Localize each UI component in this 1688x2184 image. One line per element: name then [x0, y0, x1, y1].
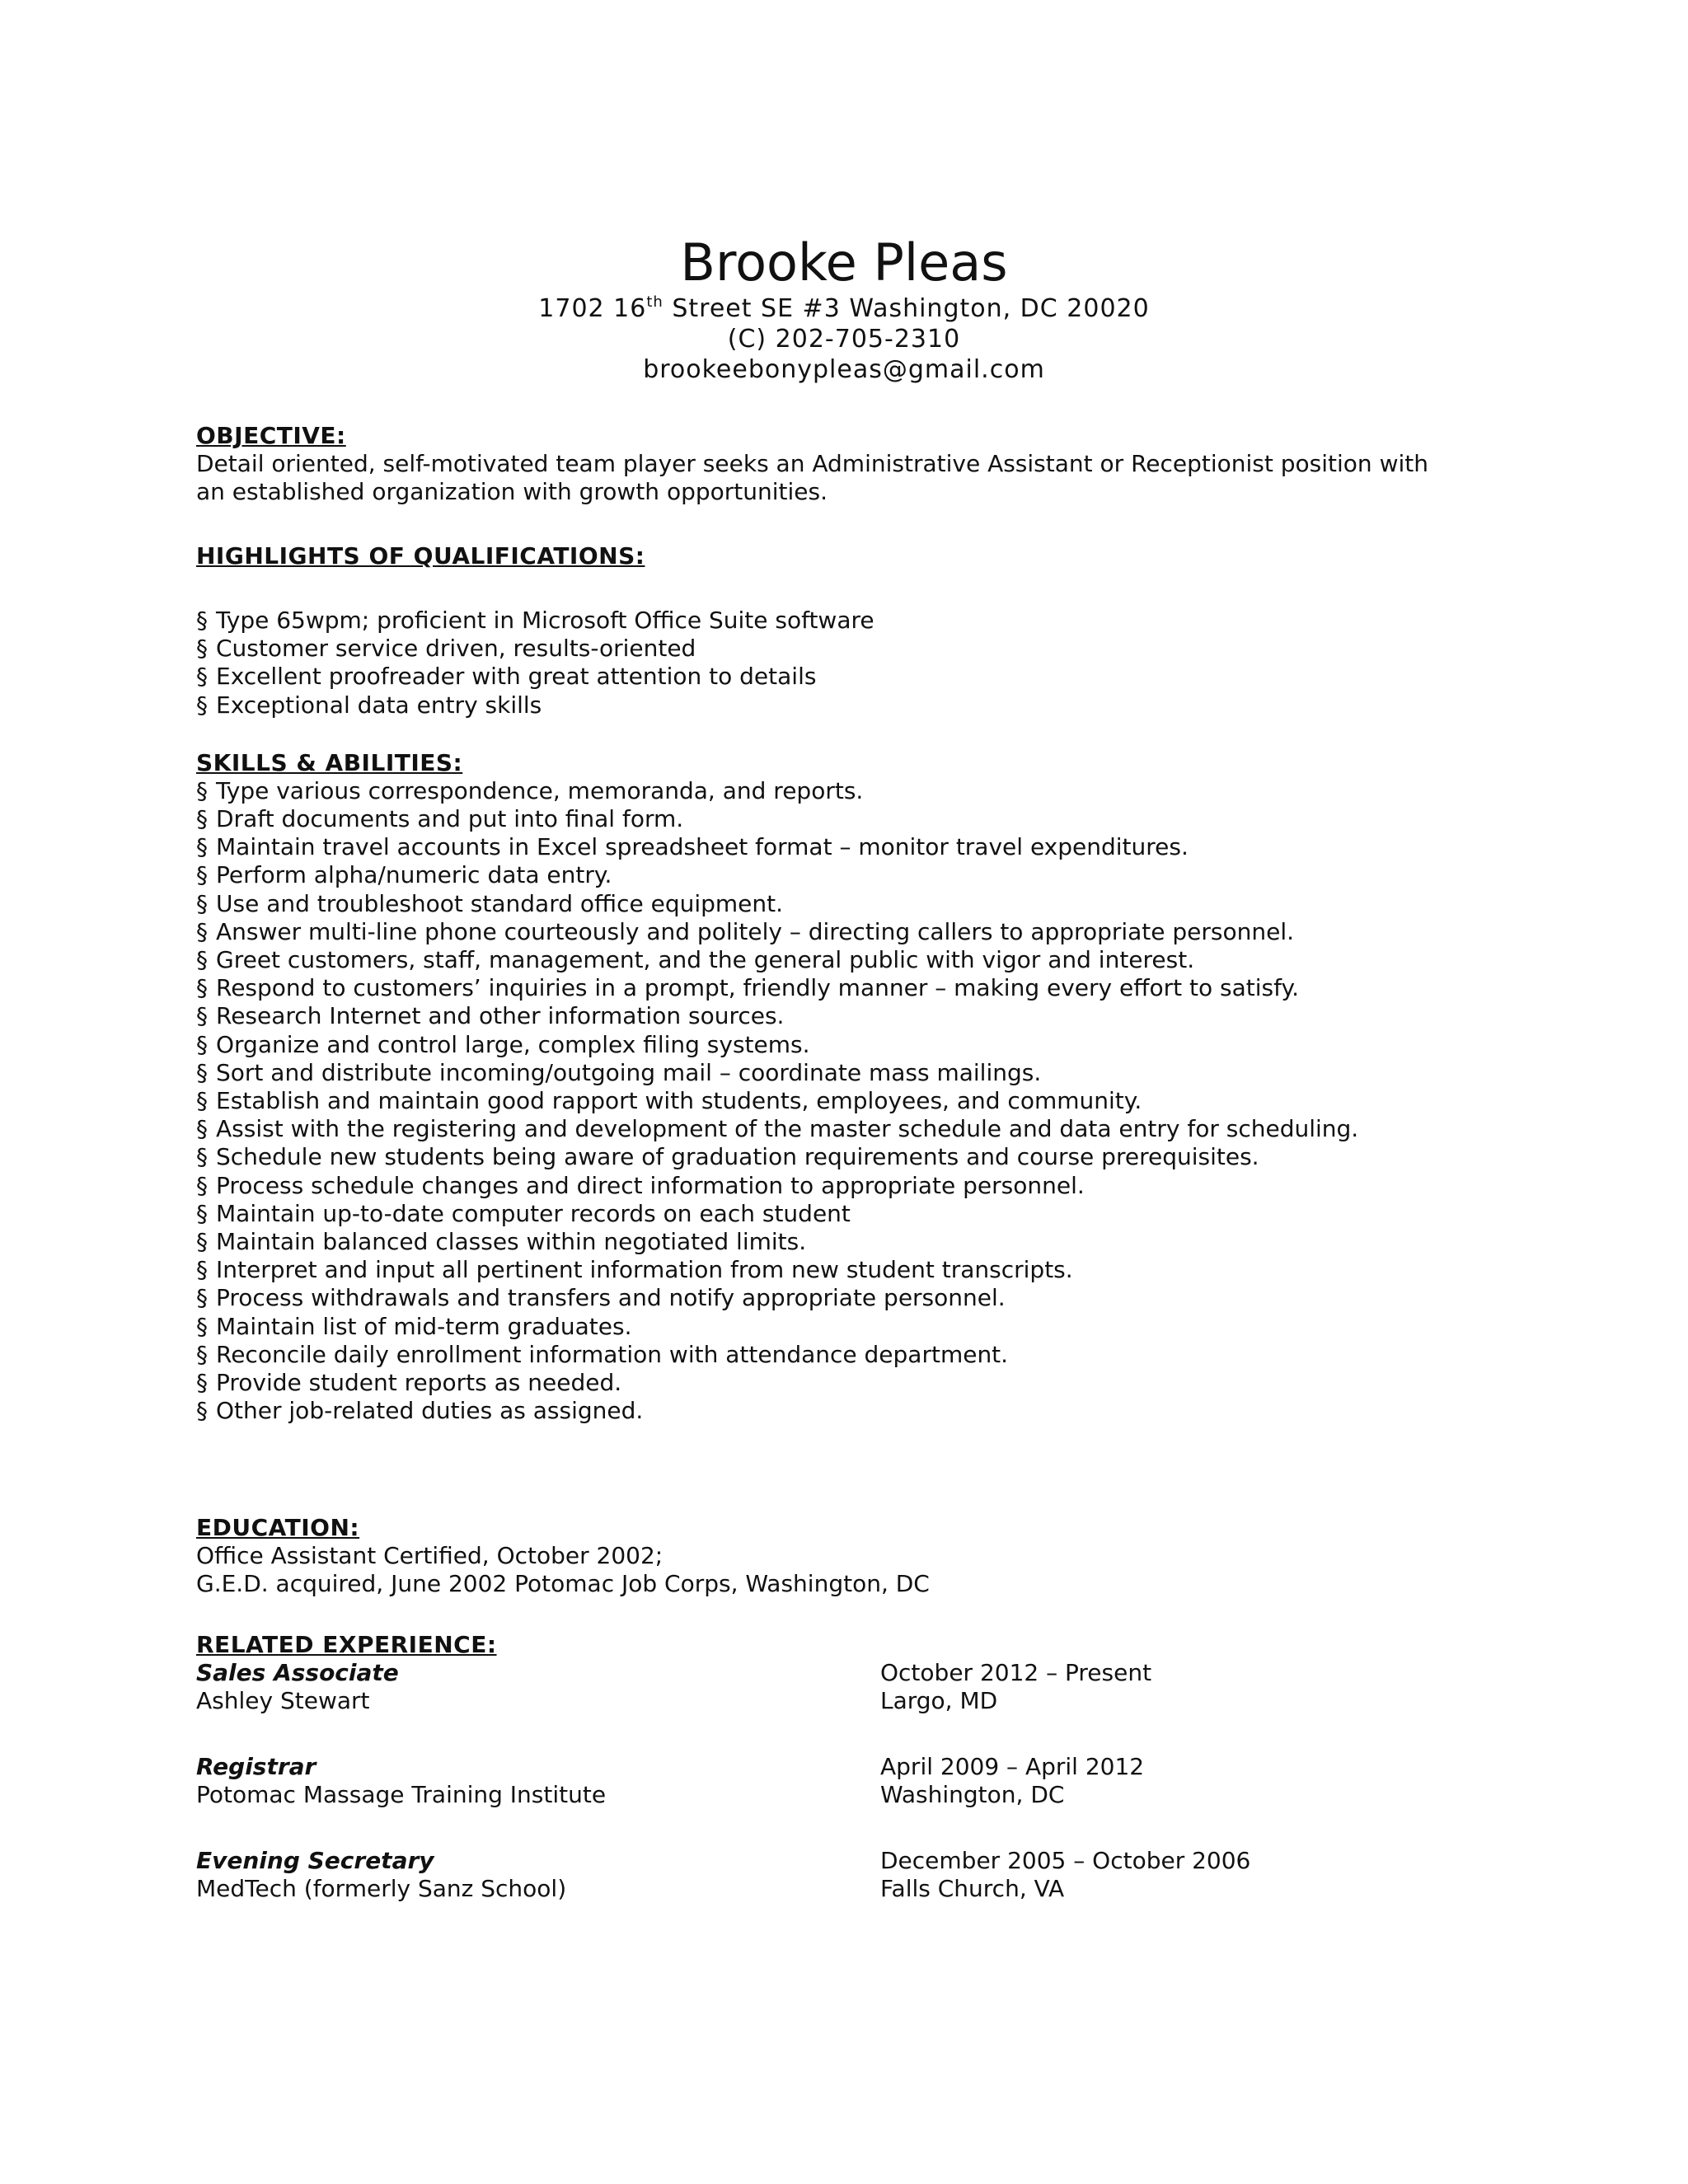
jobs-list: [196, 1659, 1515, 1903]
skill-item: [196, 1059, 1515, 1087]
highlight-item-text: Type 65wpm; proficient in Microsoft Office Suite software: [216, 607, 874, 634]
section-bullet-icon: §: [196, 663, 208, 691]
education-heading: EDUCATION:: [196, 1514, 360, 1542]
section-bullet-icon: §: [196, 1228, 208, 1256]
highlight-item: [196, 607, 1515, 635]
job-left-column: [196, 1659, 872, 1715]
job-employer: Potomac Massage Training Institute: [196, 1781, 607, 1809]
skill-item: [196, 1143, 1515, 1171]
skill-item: [196, 1397, 1515, 1425]
section-bullet-icon: §: [196, 946, 208, 974]
skill-item: [196, 1369, 1515, 1397]
section-bullet-icon: §: [196, 1199, 208, 1227]
skill-item: [196, 1341, 1515, 1369]
address-line: [0, 293, 1688, 324]
section-bullet-icon: §: [196, 1058, 208, 1086]
skill-item: [196, 1228, 1515, 1256]
objective-heading: OBJECTIVE:: [196, 422, 346, 449]
skill-item: [196, 946, 1515, 974]
email-line: brookeebonypleas@gmail.com: [643, 355, 1045, 384]
job-right-column: [880, 1847, 1457, 1903]
applicant-name: Brooke Pleas: [680, 232, 1008, 293]
skill-item: [196, 1172, 1515, 1200]
section-bullet-icon: §: [196, 1002, 208, 1030]
section-bullet-icon: §: [196, 917, 208, 945]
skill-item-text: Reconcile daily enrollment information with attendance department.: [216, 1340, 1009, 1368]
skill-item-text: Maintain travel accounts in Excel spreadsheet format – monitor travel expenditures.: [216, 833, 1189, 861]
job-employer: Ashley Stewart: [196, 1687, 370, 1715]
job-left-column: [196, 1847, 872, 1903]
experience-section: [196, 1631, 1515, 1903]
skill-item-text: Maintain balanced classes within negotiated limits.: [216, 1228, 807, 1256]
job-entry: [196, 1659, 1515, 1715]
skill-item-text: Schedule new students being aware of graduation requirements and course prerequisites.: [216, 1143, 1259, 1171]
skill-item-text: Maintain up-to-date computer records on each student: [216, 1199, 851, 1227]
objective-section: [196, 422, 1515, 506]
job-employer: MedTech (formerly Sanz School): [196, 1875, 567, 1903]
skill-item-text: Interpret and input all pertinent information from new student transcripts.: [216, 1256, 1073, 1284]
highlight-item-text: Customer service driven, results-oriented: [216, 635, 696, 663]
job-right-column: [880, 1659, 1457, 1715]
skills-list: [196, 777, 1515, 1426]
skill-item-text: Establish and maintain good rapport with students, employees, and community.: [216, 1087, 1142, 1115]
skill-item-text: Research Internet and other information sources.: [216, 1002, 785, 1030]
objective-text-line-2: an established organization with growth opportunities.: [196, 478, 828, 505]
skill-item-text: Maintain list of mid-term graduates.: [216, 1312, 632, 1340]
skill-item-text: Sort and distribute incoming/outgoing mail – coordinate mass mailings.: [216, 1058, 1042, 1086]
section-bullet-icon: §: [196, 635, 208, 663]
skill-item-text: Process withdrawals and transfers and notify appropriate personnel.: [216, 1284, 1006, 1312]
section-bullet-icon: §: [196, 1256, 208, 1284]
section-bullet-icon: §: [196, 691, 208, 719]
job-title: Registrar: [196, 1753, 316, 1781]
section-bullet-icon: §: [196, 1340, 208, 1368]
section-bullet-icon: §: [196, 833, 208, 861]
job-entry: [196, 1847, 1515, 1903]
skill-item: [196, 1031, 1515, 1059]
section-bullet-icon: §: [196, 861, 208, 889]
skill-item-text: Assist with the registering and development of the master schedule and data entry for scheduling.: [216, 1115, 1359, 1143]
resume-body: [196, 422, 1515, 1903]
highlight-item-text: Exceptional data entry skills: [216, 691, 542, 719]
job-location: Falls Church, VA: [880, 1875, 1065, 1903]
skill-item: [196, 1200, 1515, 1228]
skill-item: [196, 777, 1515, 805]
skill-item: [196, 861, 1515, 889]
skills-heading: SKILLS & ABILITIES:: [196, 748, 463, 776]
job-title: Sales Associate: [196, 1659, 399, 1687]
job-location: Washington, DC: [880, 1781, 1065, 1809]
job-dates: October 2012 – Present: [880, 1659, 1152, 1687]
section-bullet-icon: §: [196, 1171, 208, 1199]
skill-item-text: Answer multi-line phone courteously and politely – directing callers to appropriate personnel.: [216, 917, 1295, 945]
highlight-item: [196, 691, 1515, 719]
resume-header: [0, 232, 1688, 385]
highlight-item: [196, 663, 1515, 691]
skill-item-text: Other job-related duties as assigned.: [216, 1397, 644, 1425]
section-bullet-icon: §: [196, 776, 208, 804]
section-bullet-icon: §: [196, 1369, 208, 1397]
skill-item-text: Use and troubleshoot standard office equipment.: [216, 889, 784, 917]
address-suffix: Street SE #3 Washington, DC 20020: [663, 294, 1150, 323]
skill-item: [196, 833, 1515, 861]
section-bullet-icon: §: [196, 1284, 208, 1312]
section-bullet-icon: §: [196, 1397, 208, 1425]
section-bullet-icon: §: [196, 607, 208, 634]
highlights-section: [196, 542, 1515, 719]
job-left-column: [196, 1753, 872, 1809]
skill-item-text: Type various correspondence, memoranda, and reports.: [216, 776, 864, 804]
job-title: Evening Secretary: [196, 1847, 434, 1875]
education-line-2: G.E.D. acquired, June 2002 Potomac Job Corps, Washington, DC: [196, 1570, 930, 1598]
section-bullet-icon: §: [196, 1312, 208, 1340]
skill-item: [196, 805, 1515, 833]
skill-item: [196, 1313, 1515, 1341]
skill-item-text: Process schedule changes and direct information to appropriate personnel.: [216, 1171, 1085, 1199]
address-superscript: th: [646, 293, 663, 311]
section-bullet-icon: §: [196, 805, 208, 833]
section-bullet-icon: §: [196, 974, 208, 1002]
section-bullet-icon: §: [196, 1030, 208, 1058]
skill-item: [196, 1256, 1515, 1284]
highlights-heading: HIGHLIGHTS OF QUALIFICATIONS:: [196, 542, 645, 569]
experience-heading: RELATED EXPERIENCE:: [196, 1631, 497, 1659]
skill-item-text: Draft documents and put into final form.: [216, 805, 684, 833]
skill-item: [196, 1002, 1515, 1030]
job-entry: [196, 1753, 1515, 1809]
skill-item: [196, 918, 1515, 946]
address-prefix: 1702 16: [538, 294, 647, 323]
education-section: [196, 1514, 1515, 1598]
section-bullet-icon: §: [196, 1143, 208, 1171]
job-location: Largo, MD: [880, 1687, 998, 1715]
highlights-list: [196, 607, 1515, 719]
skill-item-text: Organize and control large, complex filing systems.: [216, 1030, 810, 1058]
job-dates: December 2005 – October 2006: [880, 1847, 1251, 1875]
skill-item: [196, 1087, 1515, 1115]
skill-item: [196, 890, 1515, 918]
skill-item: [196, 1115, 1515, 1143]
section-bullet-icon: §: [196, 889, 208, 917]
skill-item-text: Perform alpha/numeric data entry.: [216, 861, 612, 889]
objective-text-line-1: Detail oriented, self-motivated team player seeks an Administrative Assistant or Receptionist position with: [196, 450, 1428, 477]
section-bullet-icon: §: [196, 1087, 208, 1115]
skill-item-text: Provide student reports as needed.: [216, 1369, 622, 1397]
education-line-1: Office Assistant Certified, October 2002;: [196, 1542, 663, 1570]
job-dates: April 2009 – April 2012: [880, 1753, 1145, 1781]
highlight-item-text: Excellent proofreader with great attention to details: [216, 663, 817, 691]
skill-item: [196, 974, 1515, 1002]
skills-section: [196, 749, 1515, 1426]
phone-line: (C) 202-705-2310: [727, 325, 961, 354]
skill-item: [196, 1284, 1515, 1312]
skill-item-text: Respond to customers’ inquiries in a prompt, friendly manner – making every effort to satisfy.: [216, 974, 1299, 1002]
skill-item-text: Greet customers, staff, management, and the general public with vigor and interest.: [216, 946, 1195, 974]
section-bullet-icon: §: [196, 1115, 208, 1143]
job-right-column: [880, 1753, 1457, 1809]
highlight-item: [196, 635, 1515, 663]
